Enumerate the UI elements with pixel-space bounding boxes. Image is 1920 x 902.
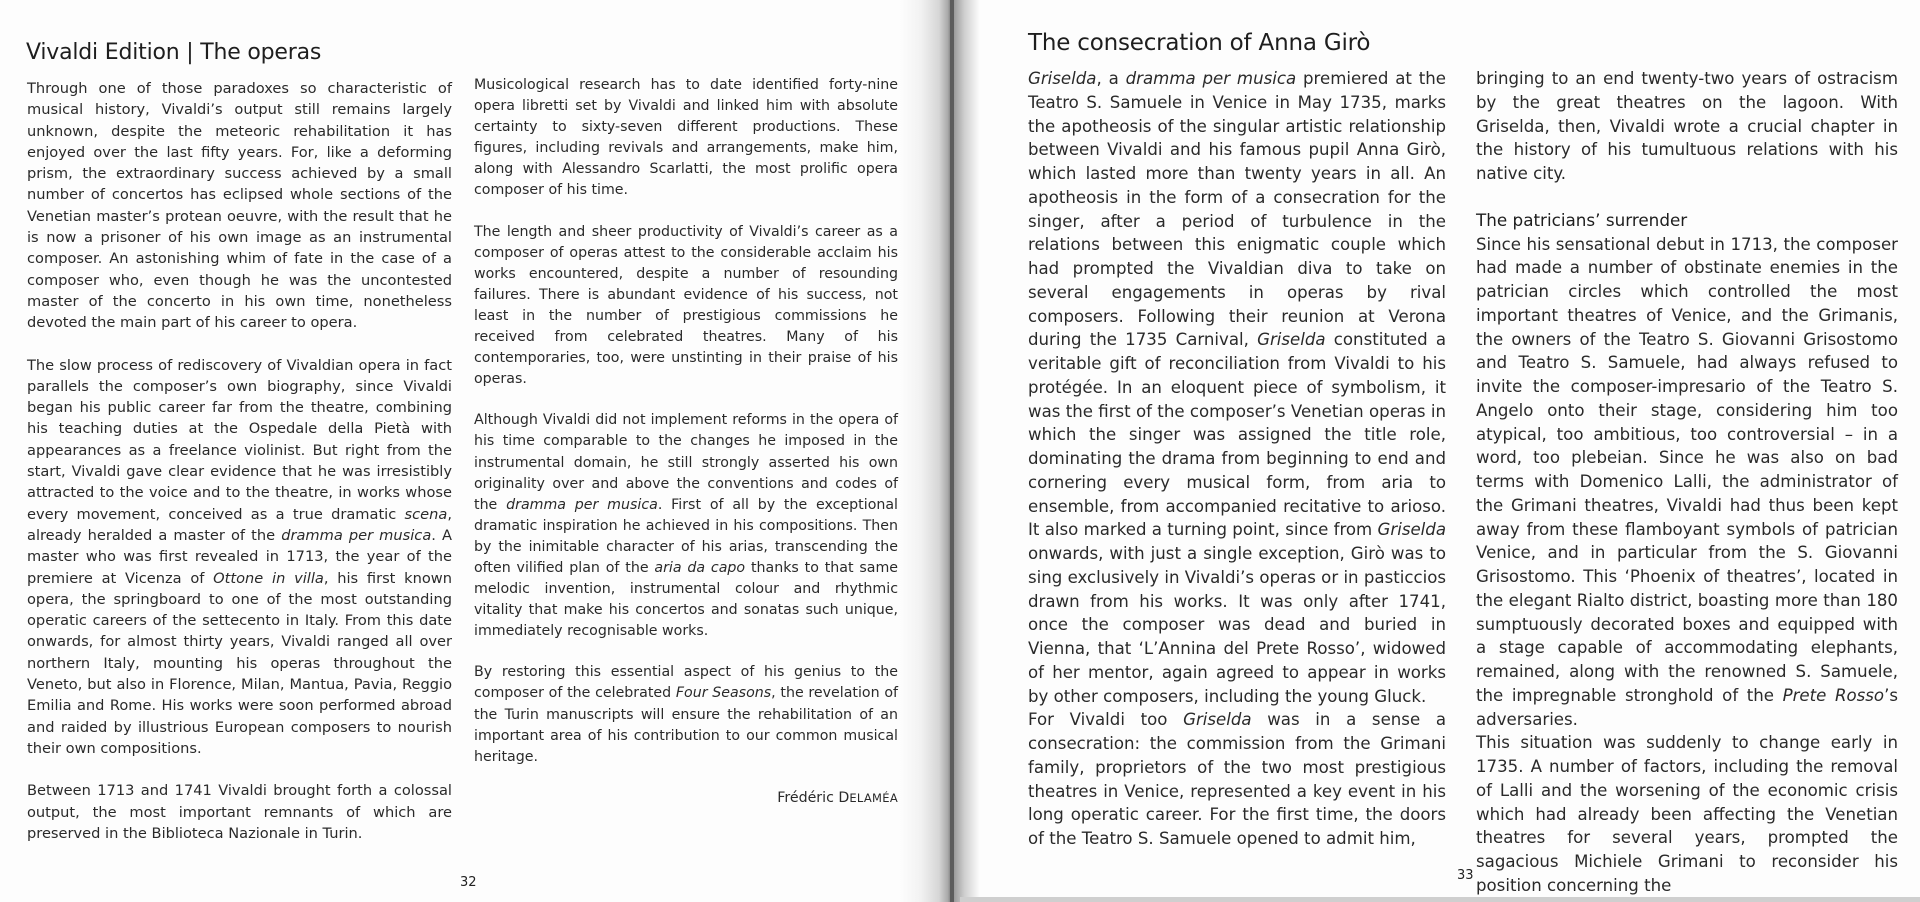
book-spine-shadow xyxy=(900,0,952,902)
book-spine-shadow xyxy=(954,0,980,902)
paragraph: This situation was suddenly to change early in 1735. A number of factors, including the removal of Lalli and the worsening of the economic crisis which had already been affecting the Venetian theatres for several years, prompted the sagacious Michiele Grimani to reconsider his position concerning the xyxy=(1476,733,1898,895)
page-edge xyxy=(960,897,1920,902)
left-column-1 xyxy=(27,78,452,844)
paragraph: Through one of those paradoxes so characteristic of musical history, Vivaldi’s output still remains largely unknown, despite the meteoric rehabilitation it has enjoyed over the last fifty years. For, like a deforming prism, the extraordinary success achieved by a small number of concertos has eclipsed whole sections of the Venetian master’s protean oeuvre, with the result that he is now a prisoner of his own image as an instrumental composer. An astonishing whim of fate in the case of a composer who, even though he was the uncontested master of the concerto in his own time, nonetheless devoted the main part of his career to opera. xyxy=(27,80,452,332)
paragraph: The slow process of rediscovery of Vivaldian opera in fact parallels the composer’s own biography, since Vivaldi began his public career far from the theatre, combining his teaching duties at the Ospedale della Pietà with appearances as a freelance violinist. But right from the start, Vivaldi gave clear evidence that he was irresistibly attracted to the voice and to the theatre, in works whose every movement, conceived as a true dramatic scena, already heralded a master of the dramma per musica. A master who was first revealed in 1713, the year of the premiere at Vicenza of Ottone in villa, his first known opera, the springboard to one of the most outstanding operatic careers of the settecento in Italy. From this date onwards, for almost thirty years, Vivaldi ranged all over northern Italy, mounting his operas throughout the Veneto, but also in Florence, Milan, Mantua, Pavia, Reggio Emilia and Rome. His works were soon performed abroad and raided by illustrious European composers to nourish their own compositions. xyxy=(27,356,452,757)
paragraph: Musicological research has to date identified forty-nine opera libretti set by Vivaldi and linked him with absolute certainty to sixty-seven different productions. These figures, including revivals and arrangements, make him, along with Alessandro Scarlatti, the most prolific opera composer of his time. xyxy=(474,77,898,199)
paragraph: bringing to an end twenty-two years of ostracism by the great theatres on the lagoon. With Griselda, then, Vivaldi wrote a crucial chapter in the history of his tumultuous relations with his native city. xyxy=(1476,69,1898,183)
paragraph: Between 1713 and 1741 Vivaldi brought forth a colossal output, the most important remnants of which are preserved in the Biblioteca Nazionale in Turin. xyxy=(27,782,452,842)
right-column-1 xyxy=(1028,67,1446,851)
paragraph: Griselda, a dramma per musica premiered at the Teatro S. Samuele in Venice in May 1735, marks the apotheosis of the singular artistic relationship between Vivaldi and his famous pupil Anna Girò, which lasted more than twenty years in all. An apotheosis in the form of a consecration for the singer, after a period of turbulence in the relations between this enigmatic couple which had prompted the Vivaldian diva to take on several engagements in operas by rival composers. Following their reunion at Verona during the 1735 Carnival, Griselda constituted a veritable gift of reconciliation from Vivaldi to his protégée. In an eloquent piece of symbolism, it was the first of the composer’s Venetian operas in which the singer was assigned the title role, dominating the drama from beginning to end and cornering every musical form, from aria to ensemble, from accompanied recitative to arioso. It also marked a turning point, since from Griselda onwards, with just a single exception, Girò was to sing exclusively in Vivaldi’s operas or in pasticcios drawn from his works. It was only after 1741, once the composer was dead and buried in Vienna, that ‘L’Annina del Prete Rosso’, widowed of her mentor, again agreed to appear in works by other composers, including the young Gluck. xyxy=(1028,69,1446,706)
paragraph: Although Vivaldi did not implement reforms in the opera of his time comparable to the changes he imposed in the instrumental domain, he still strongly asserted his own originality over and above the conventions and codes of the dramma per musica. First of all by the exceptional dramatic inspiration he achieved in his compositions. Then by the inimitable character of his arias, transcending the often vilified plan of the aria da capo thanks to that same melodic invention, instrumental colour and rhythmic vitality that make his concertos and sonatas such unique, immediately recognisable works. xyxy=(474,412,898,640)
page-number: 32 xyxy=(460,875,477,890)
paragraph: By restoring this essential aspect of his genius to the composer of the celebrated Four Seasons, the revelation of the Turin manuscripts will ensure the rehabilitation of an important area of his contribution to our common musical heritage. xyxy=(474,664,899,765)
paragraph: For Vivaldi too Griselda was in a sense a consecration: the commission from the Grimani family, proprietors of the two most prestigious theatres in Venice, represented a key event in his long operatic career. For the first time, the doors of the Teatro S. Samuele opened to admit him, xyxy=(1028,710,1446,848)
paragraph: Since his sensational debut in 1713, the composer had made a number of obstinate enemies in the patrician circles which controlled the most important theatres of Venice, and the Grimanis, the owners of the Teatro S. Giovanni Grisostomo and Teatro S. Samuele, had always refused to invite the composer-impresario of the Teatro S. Angelo onto their stage, considering him too atypical, too ambitious, too controversial – in a word, too plebeian. Since he was also on bad terms with Domenico Lalli, the administrator of the Grimani theatres, Vivaldi had thus been kept away from these flamboyant symbols of patrician Venice, and in particular from the S. Giovanni Grisostomo. This ‘Phoenix of theatres’, located in the elegant Rialto district, boasting more than 180 sumptuously decorated boxes and equipped with a stage capable of accommodating elephants, remained, along with the renowned S. Samuele, the impregnable stronghold of the Prete Rosso’s adversaries. xyxy=(1476,234,1898,729)
left-column-2 xyxy=(474,75,898,809)
subheading: The patricians’ surrender xyxy=(1476,209,1688,230)
page-title: Vivaldi Edition | The operas xyxy=(26,40,322,65)
paragraph: The length and sheer productivity of Vivaldi’s career as a composer of operas attest to the considerable acclaim his works encountered, despite a number of resounding failures. There is abundant evidence of his success, not least in the number of prestigious commissions he received from celebrated theatres. Many of his contemporaries, too, were unstinting in their praise of his operas. xyxy=(474,223,898,388)
page-number: 33 xyxy=(1457,868,1474,883)
left-page xyxy=(0,0,952,902)
right-column-2 xyxy=(1476,67,1898,898)
author-signature: Frédéric DELAMÉA xyxy=(777,789,898,806)
section-title: The consecration of Anna Girò xyxy=(1028,30,1371,56)
